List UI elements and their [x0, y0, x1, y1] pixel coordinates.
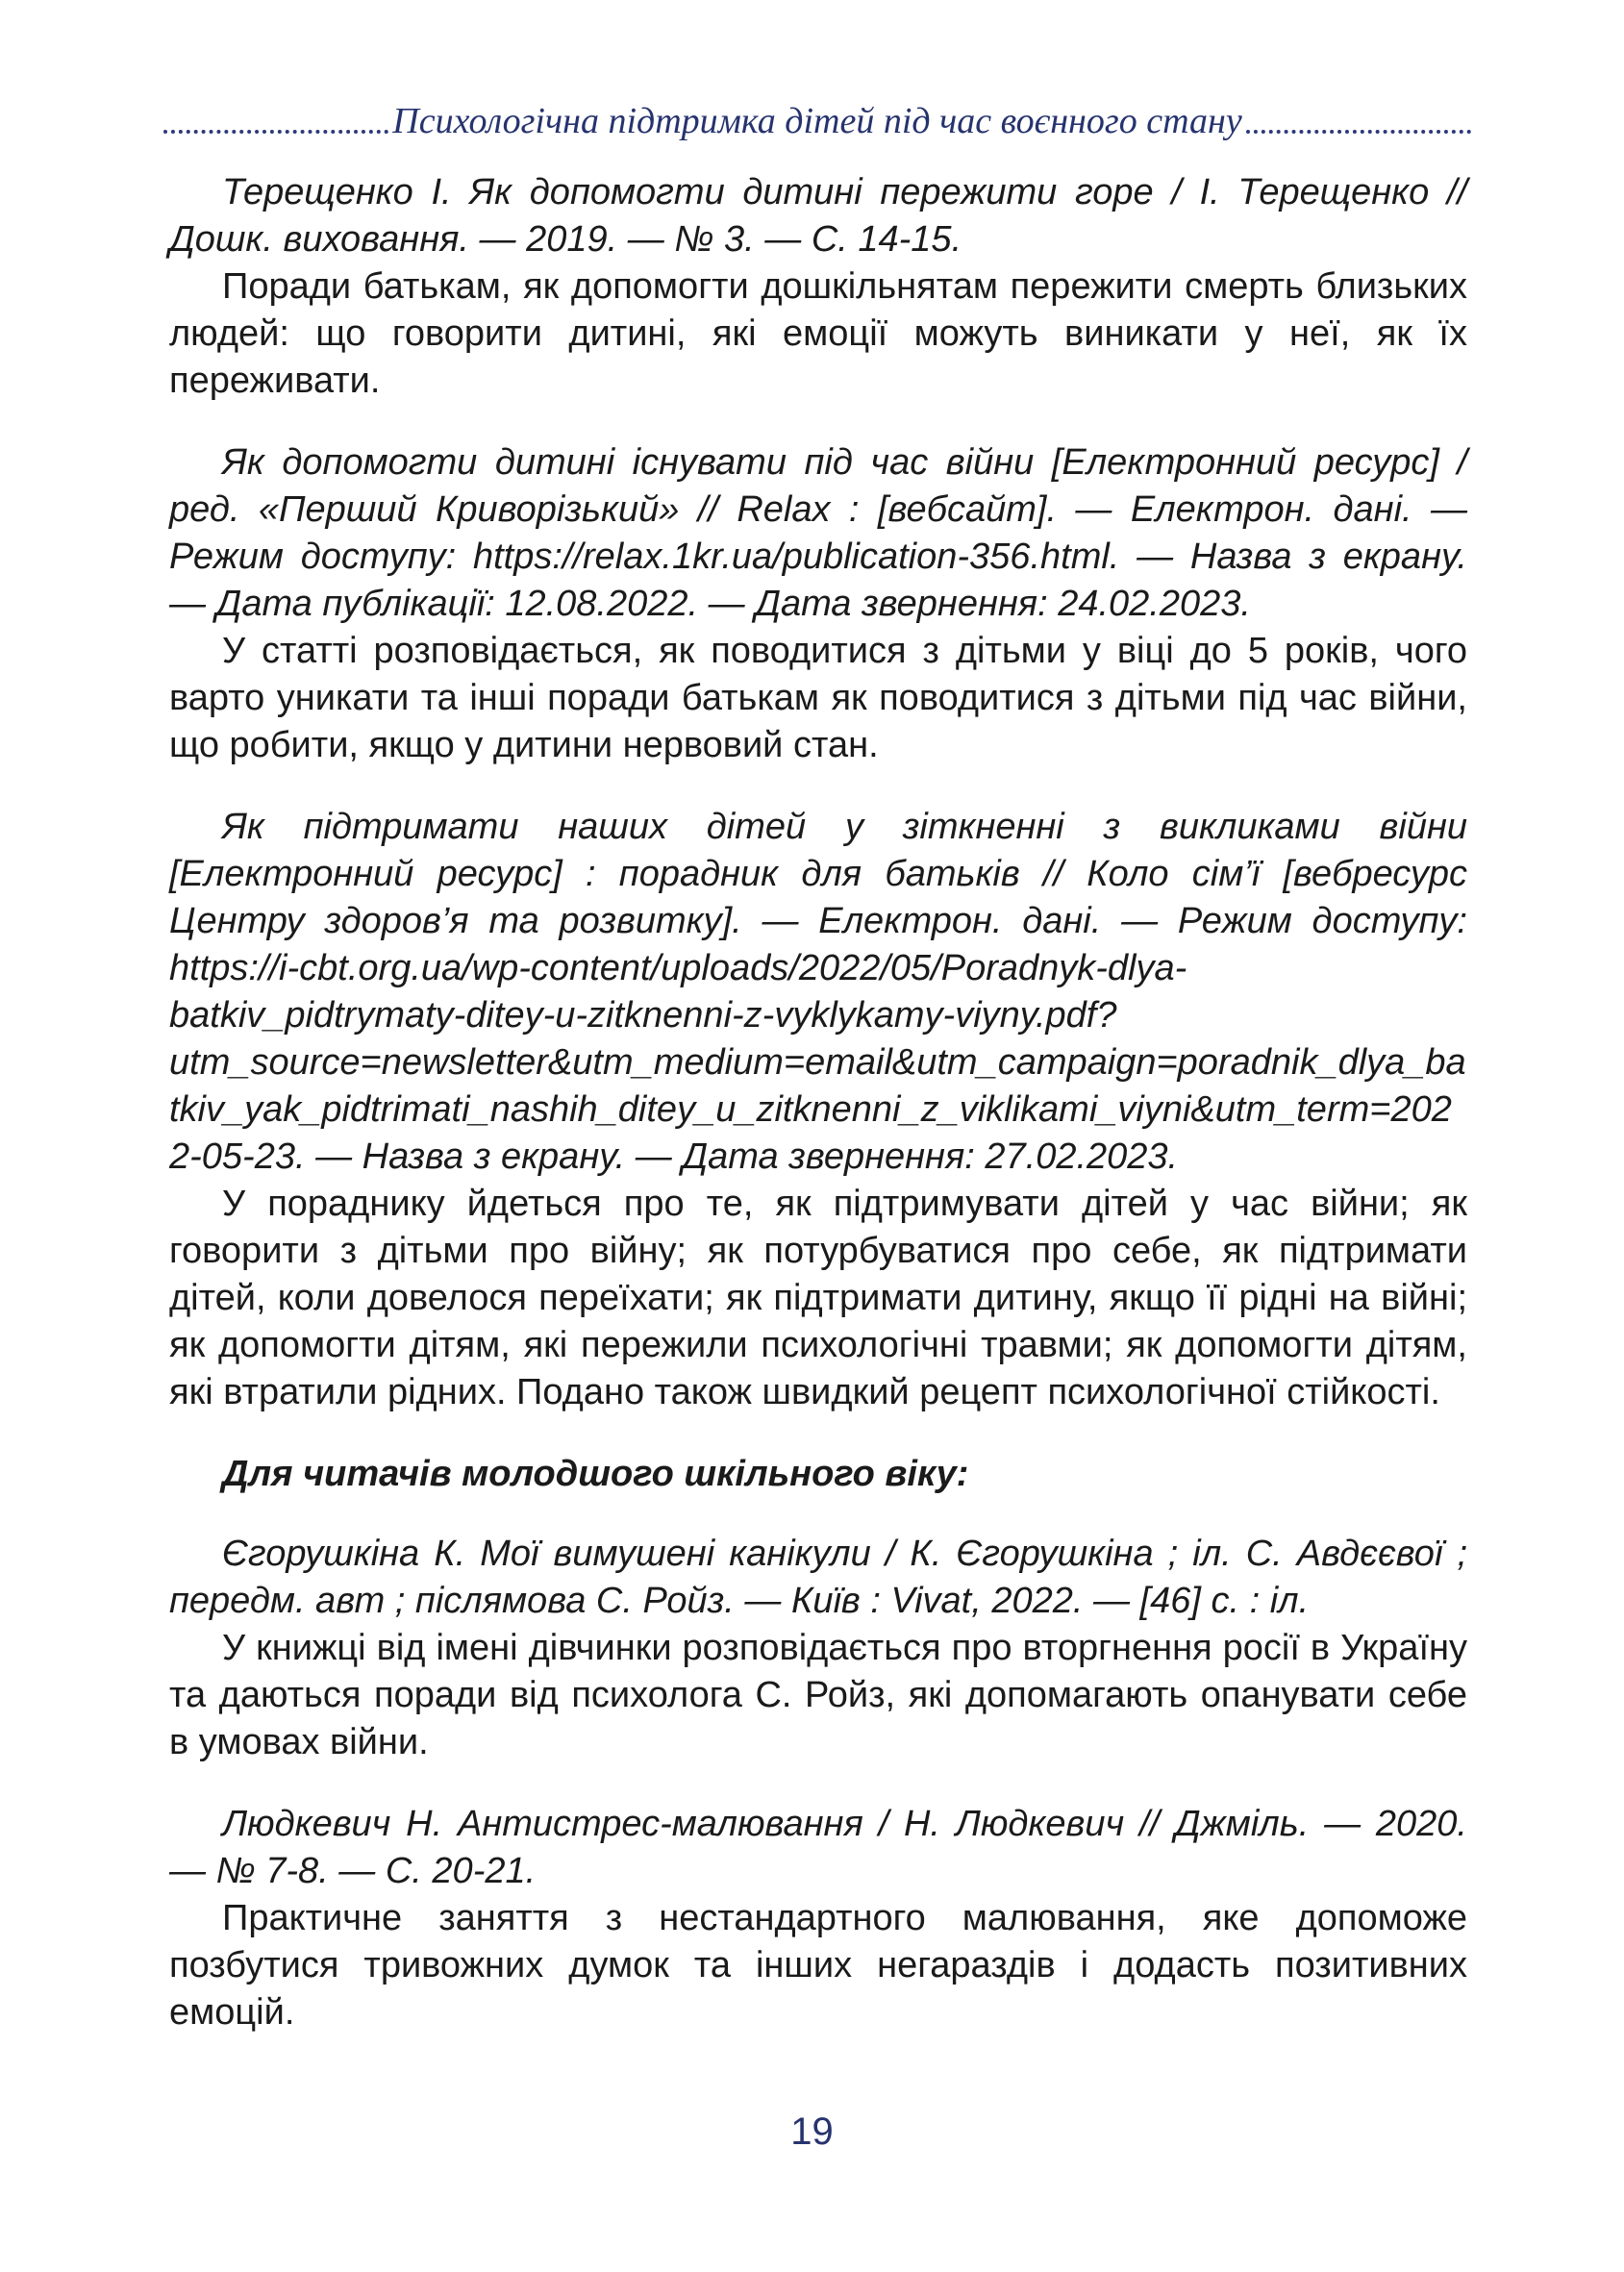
bibliography-entry [169, 1801, 1467, 2036]
running-header-title: Психологічна підтримка дітей під час воєнного стану [392, 101, 1242, 141]
entry-annotation: У пораднику йдеться про те, як підтримувати дітей у час війни; як говорити з дітьми про війну; як потурбуватися про себе, як підтримати дітей, коли довелося переїхати; як підтримати дитину, якщо її рідні на війні; як допомогти дітям, які пережили психологічні травми; як допомогти дітям, які втратили рідних. Подано також швидкий рецепт психологічної стійкості. [169, 1184, 1467, 1412]
section-heading: Для читачів молодшого шкільного віку: [222, 1454, 969, 1494]
entry-citation: Єгорушкіна К. Мої вимушені канікули / К. Єгорушкіна ; іл. С. Авдєєвої ; передм. авт ; післямова С. Ройз. — Київ : Vivat, 2022. — [46] с. : іл. [169, 1534, 1467, 1621]
bibliography-entry [169, 169, 1467, 405]
header-dots-right [1246, 130, 1471, 134]
entry-citation: Людкевич Н. Антистрес-малювання / Н. Людкевич // Джміль. — 2020. — № 7-8. — С. 20-21. [169, 1804, 1467, 1891]
bibliography-entry [169, 1531, 1467, 1766]
entry-annotation: У книжці від імені дівчинки розповідається про вторгнення росії в Україну та даються поради від психолога С. Ройз, які допомагають опанувати себе в умовах війни. [169, 1628, 1467, 1762]
bibliography-entry [169, 804, 1467, 1416]
bibliography-entry [169, 439, 1467, 769]
running-header [163, 92, 1471, 150]
entry-annotation: У статті розповідається, як поводитися з дітьми у віці до 5 років, чого варто уникати та інші поради батькам як поводитися з дітьми під час війни, що робити, якщо у дитини нервовий стан. [169, 631, 1467, 765]
entry-citation: Як допомогти дитині існувати під час війни [Електронний ресурс] / ред. «Перший Криворізький» // Relax : [вебсайт]. — Електрон. дані. — Режим доступу: https://relax.1kr.ua/publication-356.html. — Назва з екрану. — Дата публікації: 12.08.2022. — Дата звернення: 24.02.2023. [169, 442, 1467, 624]
page-number: 19 [790, 2110, 834, 2153]
entry-citation: Терещенко І. Як допомогти дитині пережити горе / І. Терещенко // Дошк. виховання. — 2019. — № 3. — С. 14-15. [169, 172, 1467, 260]
header-dots-left [163, 130, 388, 134]
entry-citation: Як підтримати наших дітей у зіткненні з викликами війни [Електронний ресурс] : порадник для батьків // Коло сім’ї [вебресурс Центру здоров’я та розвитку]. — Електрон. дані. — Режим доступу: https://i-cbt.org.ua/wp-content/uploads/2022/05/Poradnyk-dlya-batkiv_pidtrymaty-ditey-u-zitknenni-z-vyklykamy-viyny.pdf?utm_source=newsletter&utm_medium=email&utm_campaign=poradnik_dlya_batkiv_yak_pidtrimati_nashih_ditey_u_zitknenni_z_viklikami_viyni&utm_term=2022-05-23. — Назва з екрану. — Дата звернення: 27.02.2023. [169, 807, 1467, 1177]
entry-annotation: Поради батькам, як допомогти дошкільнятам пережити смерть близьких людей: що говорити дитині, які емоції можуть виникати у неї, як їх переживати. [169, 266, 1467, 401]
page-content [169, 169, 1467, 2071]
entry-annotation: Практичне заняття з нестандартного малювання, яке допоможе позбутися тривожних думок та інших негараздів і додасть позитивних емоцій. [169, 1898, 1467, 2033]
